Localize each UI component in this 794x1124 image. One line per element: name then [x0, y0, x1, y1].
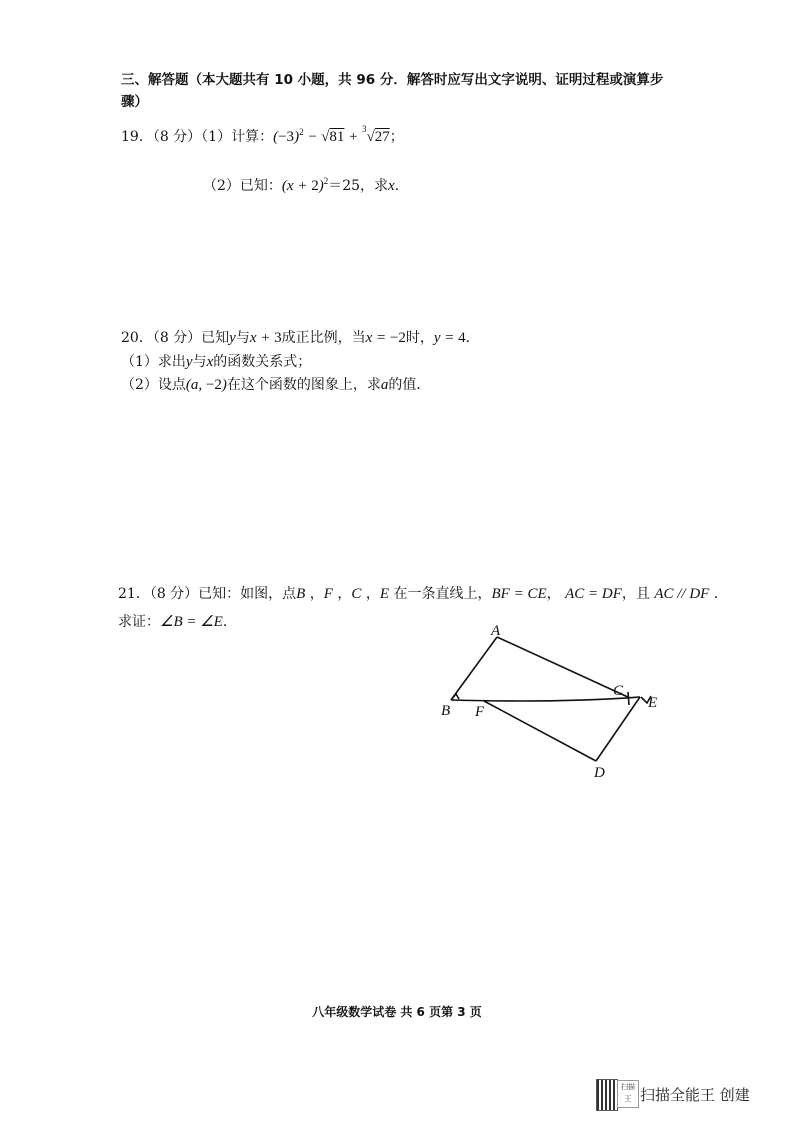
q20-part2: （2）设点(a, −2)在这个函数的图象上，求a的值． — [121, 377, 431, 393]
segment-AC — [497, 637, 630, 698]
q19-part2-rhs: ＝25，求 — [328, 178, 389, 194]
tick-mark — [628, 692, 629, 705]
q20-part1-text: （1）求出 — [121, 354, 186, 370]
q20-part1-text: 与 — [192, 354, 207, 370]
segment-BE — [451, 697, 640, 701]
q20-text: 成正比例，当 — [281, 330, 366, 346]
scanner-watermark: 扫描全能王 创建 — [640, 1086, 750, 1104]
point-label-B: B — [441, 703, 451, 719]
q20-label: 20．（8 分）已知 — [121, 330, 230, 346]
page-footer: 八年级数学试卷 共 6 页第 3 页 — [312, 1005, 482, 1019]
point-label-C: C — [613, 683, 624, 699]
q19-part2-label: （2）已知： — [203, 178, 282, 194]
section-heading-cont: 骤） — [121, 94, 148, 110]
point-label-A: A — [491, 623, 501, 639]
point-label-F: F — [475, 704, 485, 720]
q19-part1: 19．（8 分）（1）计算：$(-3)^2 - √81 + ^3√27$； — [121, 124, 404, 145]
q20-text: 与 — [235, 330, 250, 346]
q20-stem: 20．（8 分）已知y与x + 3成正比例，当x = −2时，y = 4． — [121, 330, 480, 346]
segment-DE — [596, 697, 640, 761]
q21-prove: 求证：∠B = ∠E． — [118, 614, 237, 630]
q19-expression: $(-3)^2 - √81 + ^3√27$ — [273, 124, 390, 145]
q19-part2-equation: $(x + 2)^2$ — [281, 176, 329, 194]
q21-stem: 21．（8 分）已知：如图，点B ，F ，C ，E 在一条直线上，BF = CE， AC = DF，且 AC // DF ． — [118, 586, 728, 602]
q20-part2-text: （2）设点 — [121, 377, 186, 393]
q20-part2-text: 在这个函数的图象上，求 — [226, 377, 381, 393]
q20-part1: （1）求出y与x的函数关系式； — [121, 354, 312, 370]
q19-part2-end: ． — [394, 178, 409, 194]
q21-label: 21．（8 分）已知：如图，点 — [118, 586, 297, 602]
section-heading: 三、解答题（本大题共有 10 小题，共 96 分．解答时应写出文字说明、证明过程或演算步 — [121, 72, 664, 88]
q20-text: 时， — [405, 330, 434, 346]
q19-part2-var: x — [388, 178, 395, 194]
q21-text: 在一条直线上， — [393, 586, 492, 602]
q20-part1-text: 的函数关系式； — [213, 354, 312, 370]
point-label-D: D — [594, 765, 605, 781]
segment-AB — [451, 637, 497, 700]
scanner-logo-icon: 扫描王 — [617, 1080, 639, 1108]
segment-FD — [484, 701, 596, 761]
qr-code-icon — [596, 1079, 618, 1111]
q19-label: 19．（8 分）（1）计算： — [121, 129, 274, 145]
q21-prove-label: 求证： — [118, 614, 160, 630]
q20-part2-text: 的值． — [388, 377, 431, 393]
point-label-E: E — [648, 695, 658, 711]
